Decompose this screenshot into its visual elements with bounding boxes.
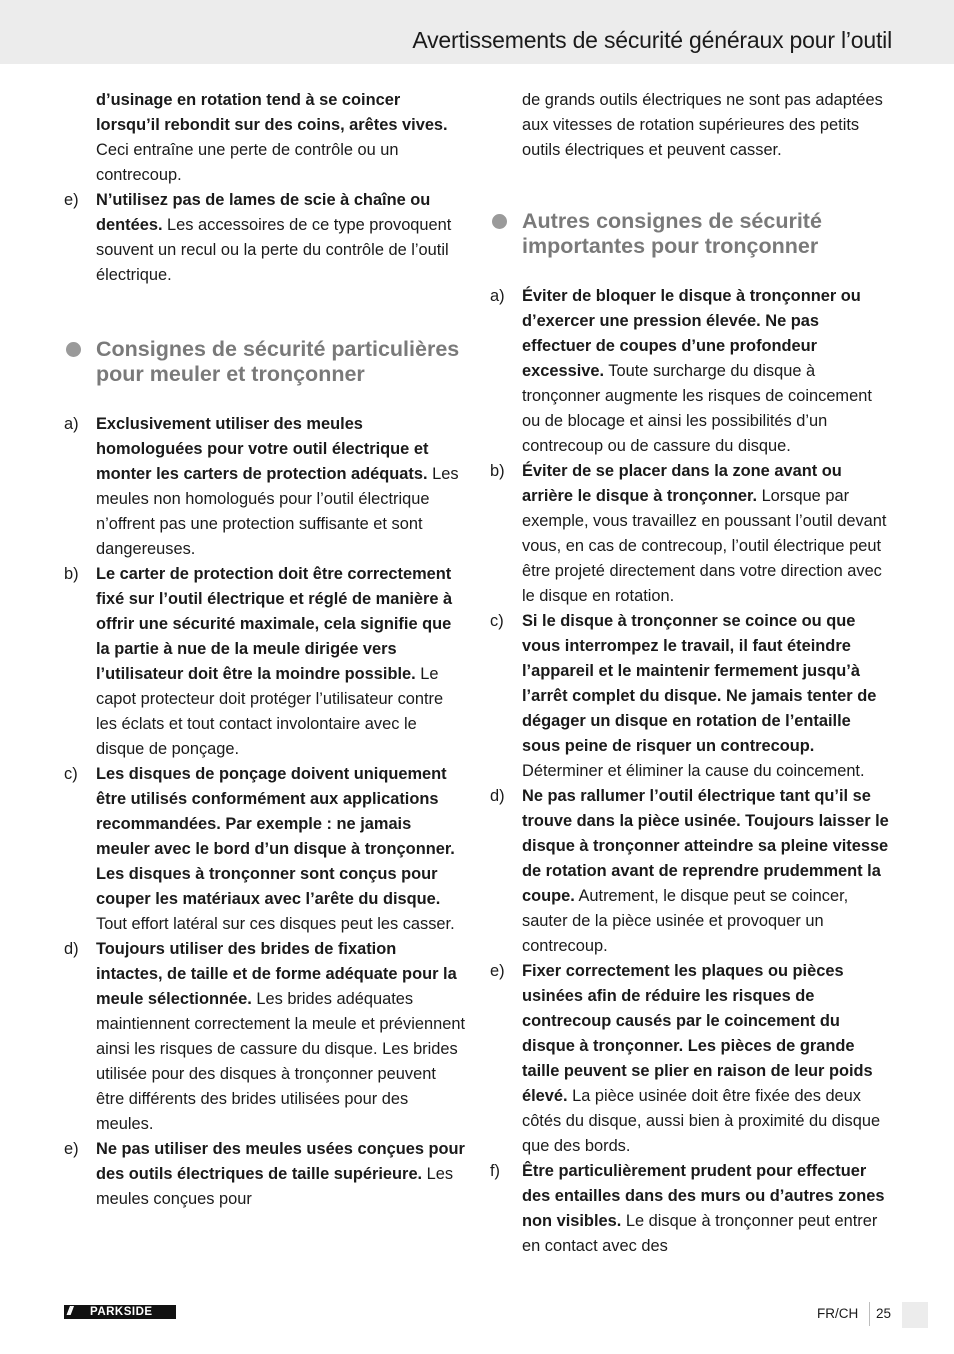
list-item bbox=[490, 784, 890, 959]
item-letter: d) bbox=[490, 787, 505, 805]
item-letter: b) bbox=[64, 565, 79, 583]
item-text: Déterminer et éliminer la cause du coincement. bbox=[522, 762, 865, 780]
list-item bbox=[64, 937, 466, 1137]
logo-slashes: /// bbox=[67, 1304, 72, 1318]
item-text: Autrement, le disque peut se coincer, sauter de la pièce usinée et provoquer un contrecoup. bbox=[522, 887, 849, 955]
section-bullet-icon bbox=[66, 342, 81, 357]
item-bold: Les disques de ponçage doivent uniquement être utilisés conformément aux applications recommandées. Par exemple : ne jamais meuler avec le bord d’un disque à tronçonner. Les disques à tronçonner sont conçus pour couper les matériaux avec l’arête du disque. bbox=[96, 765, 455, 908]
list-item bbox=[490, 459, 890, 609]
item-text: Le disque à tronçonner peut entrer en contact avec des bbox=[522, 1212, 878, 1255]
section-title-meuler bbox=[64, 337, 466, 387]
logo-brand-text: PARKSIDE bbox=[90, 1306, 153, 1318]
item-bold: Ne pas utiliser des meules usées conçues pour des outils électriques de taille supérieure. bbox=[96, 1140, 465, 1183]
section-title-tronconner bbox=[490, 209, 890, 259]
item-letter: e) bbox=[64, 1140, 79, 1158]
item-bold: Toujours utiliser des brides de fixation intactes, de taille et de forme adéquate pour la meule sélectionnée. bbox=[96, 940, 457, 1008]
item-letter: a) bbox=[64, 415, 79, 433]
item-letter: f) bbox=[490, 1162, 501, 1180]
list-item bbox=[490, 1159, 890, 1259]
intro-bold: d’usinage en rotation tend à se coincer lorsqu’il rebondit sur des coins, arêtes vives. bbox=[96, 91, 448, 134]
right-list bbox=[490, 284, 890, 1259]
item-letter: a) bbox=[490, 287, 505, 305]
list-item bbox=[64, 412, 466, 562]
list-item-e bbox=[64, 188, 466, 288]
left-column bbox=[64, 88, 466, 1212]
item-text: La pièce usinée doit être fixée des deux côtés du disque, aussi bien à proximité du disque que des bords. bbox=[522, 1087, 881, 1155]
item-bold: Exclusivement utiliser des meules homologuées pour votre outil électrique et monter les carters de protection adéquats. bbox=[96, 415, 429, 483]
item-bold: Le carter de protection doit être correctement fixé sur l’outil électrique et réglé de manière à offrir une sécurité maximale, cela signifie que la partie à nue de la meule dirigée vers l’utilisateur doit être la moindre possible. bbox=[96, 565, 453, 683]
item-text: Les meules non homologués pour l’outil électrique n’offrent pas une protection suffisante et sont dangereuses. bbox=[96, 465, 459, 558]
item-bold: Si le disque à tronçonner se coince ou que vous interrompez le travail, il faut éteindre l’appareil et le maintenir fermement jusqu’à l’arrêt complet du disque. Ne jamais tenter de dégager un disque en rotation de l’entaille sous peine de risquer un contrecoup. bbox=[522, 612, 877, 755]
page-number: 25 bbox=[876, 1306, 892, 1321]
item-letter: b) bbox=[490, 462, 505, 480]
list-item bbox=[490, 284, 890, 459]
list-item bbox=[64, 562, 466, 762]
item-letter: c) bbox=[490, 612, 504, 630]
item-bold: Être particulièrement prudent pour effectuer des entailles dans des murs ou d’autres zones non visibles. bbox=[522, 1162, 885, 1230]
item-text: Les meules conçues pour bbox=[96, 1165, 454, 1208]
header-band bbox=[0, 0, 954, 64]
list-item bbox=[64, 1137, 466, 1212]
intro-text: Ceci entraîne une perte de contrôle ou un contrecoup. bbox=[96, 141, 399, 184]
item-text: Lorsque par exemple, vous travaillez en poussant l’outil devant vous, en cas de contrecoup, l’outil électrique peut être projeté directement dans votre direction avec le disque en rotation. bbox=[522, 487, 887, 605]
item-letter: e) bbox=[490, 962, 505, 980]
intro-paragraph bbox=[64, 88, 466, 188]
item-text: Tout effort latéral sur ces disques peut les casser. bbox=[96, 915, 455, 933]
item-letter: e) bbox=[64, 191, 79, 209]
list-item bbox=[64, 762, 466, 937]
footer-tab-box bbox=[902, 1302, 928, 1328]
item-text: Toute surcharge du disque à tronçonner augmente les risques de coincement ou de blocage et ainsi les possibilités d’un contrecoup ou de cassure du disque. bbox=[522, 362, 872, 455]
item-letter: c) bbox=[64, 765, 78, 783]
section-bullet-icon bbox=[492, 214, 507, 229]
item-bold: Ne pas rallumer l’outil électrique tant qu’il se trouve dans la pièce usinée. Toujours laisser le disque à tronçonner atteindre sa pleine vitesse de rotation avant de reprendre prudemment la coupe. bbox=[522, 787, 889, 905]
parkside-logo bbox=[64, 1305, 176, 1319]
footer-language: FR/CH bbox=[817, 1306, 859, 1321]
item-text: Les brides adéquates maintiennent correctement la meule et préviennent ainsi les risques de cassure du disque. Les brides utilisée pour des disques à tronçonner peuvent être différents des brides utilisées pour des meules. bbox=[96, 990, 465, 1133]
list-item bbox=[490, 959, 890, 1159]
item-bold: Éviter de bloquer le disque à tronçonner ou d’exercer une pression élevée. Ne pas effectuer de coupes d’une profondeur excessive. bbox=[522, 287, 861, 380]
item-letter: d) bbox=[64, 940, 79, 958]
item-bold: Fixer correctement les plaques ou pièces usinées afin de réduire les risques de contrecoup causés par le coincement du disque à tronçonner. Les pièces de grande taille peuvent se plier en raison de leur poids élevé. bbox=[522, 962, 873, 1105]
item-text: Les accessoires de ce type provoquent souvent un recul ou la perte du contrôle de l’outil électrique. bbox=[96, 216, 452, 284]
item-bold: Éviter de se placer dans la zone avant ou arrière le disque à tronçonner. bbox=[522, 462, 842, 505]
list-item bbox=[490, 609, 890, 784]
left-list bbox=[64, 412, 466, 1212]
item-text: Le capot protecteur doit protéger l’utilisateur contre les éclats et tout contact involontaire avec le disque de ponçage. bbox=[96, 665, 444, 758]
section-title-text: Consignes de sécurité particulières pour meuler et tronçonner bbox=[96, 337, 460, 386]
section-title-text: Autres consignes de sécurité importantes pour tronçonner bbox=[522, 209, 822, 258]
item-bold: N’utilisez pas de lames de scie à chaîne ou dentées. bbox=[96, 191, 431, 234]
right-column bbox=[490, 88, 890, 1259]
footer-divider bbox=[869, 1302, 870, 1326]
right-intro-paragraph: de grands outils électriques ne sont pas adaptées aux vitesses de rotation supérieures des petits outils électriques et peuvent casser. bbox=[522, 91, 883, 159]
page-header-title: Avertissements de sécurité généraux pour l’outil bbox=[412, 27, 892, 53]
